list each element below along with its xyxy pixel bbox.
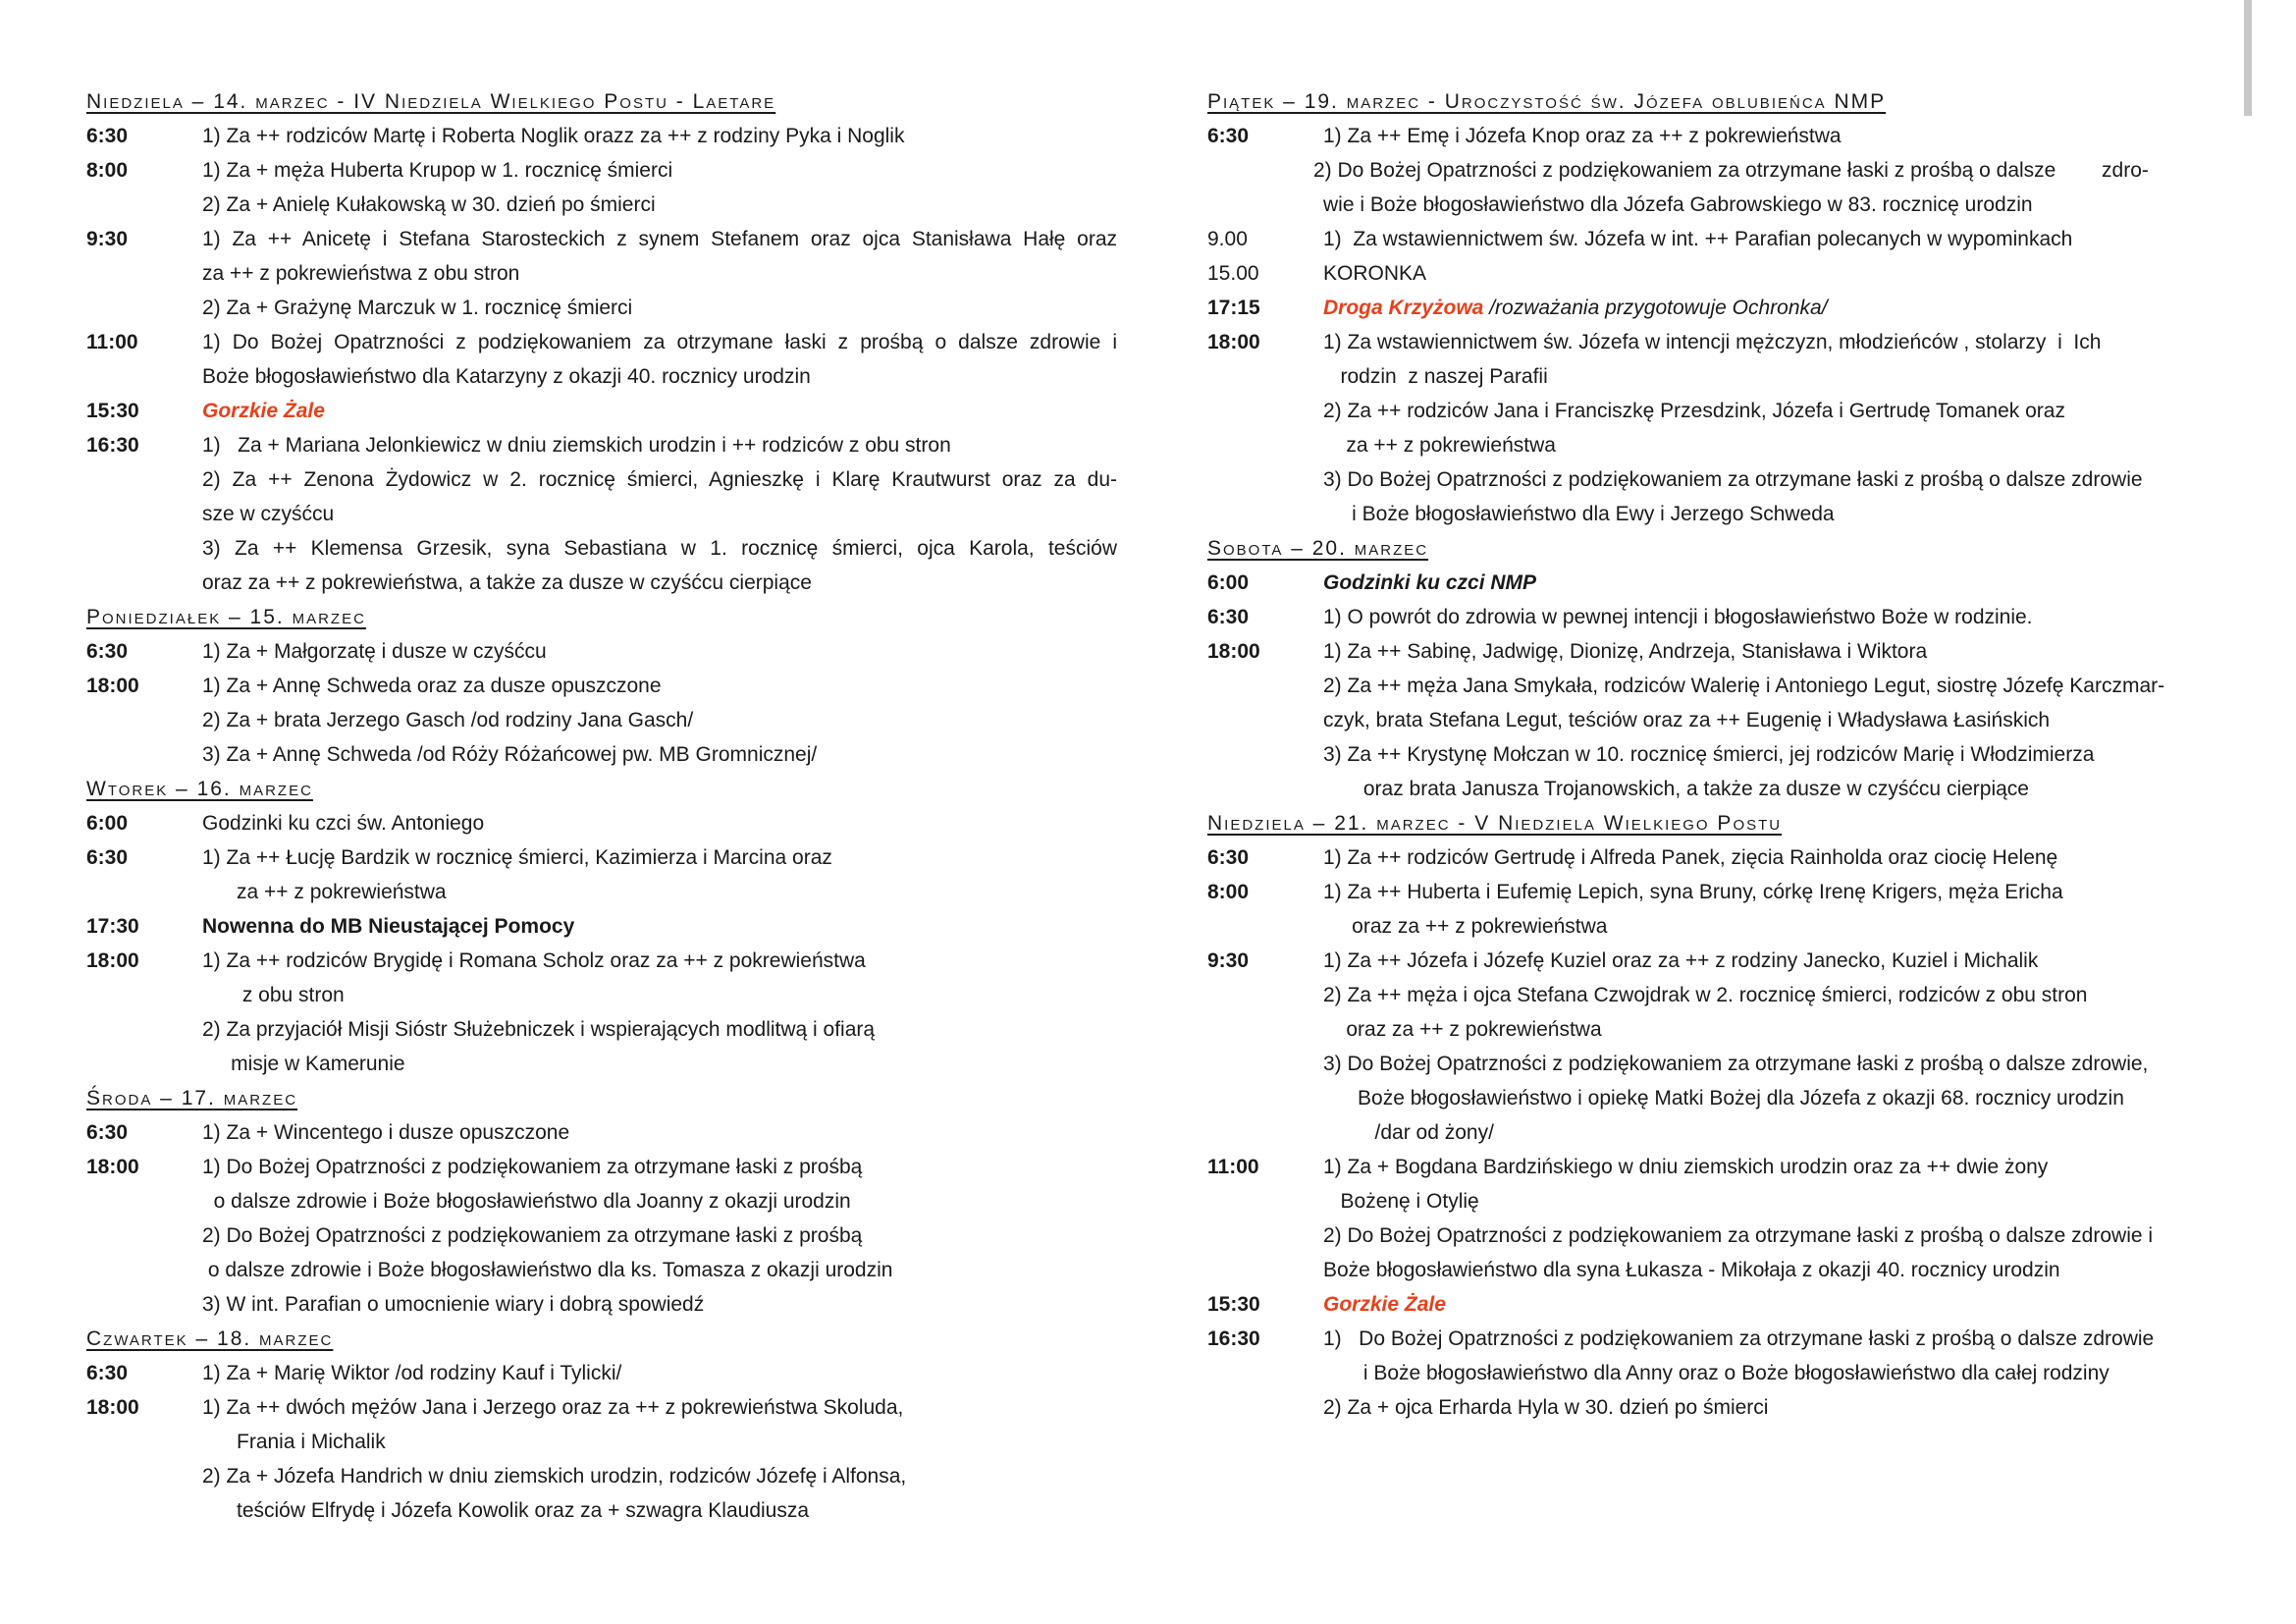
mass-time: 8:00 — [86, 159, 129, 182]
intention-text: 3) Za ++ Klemensa Grzesik, syna Sebastiana w 1. rocznicę śmierci, ojca Karola, teściów — [202, 537, 1117, 560]
intention-text: oraz za ++ z pokrewieństwa — [1323, 1018, 1602, 1041]
mass-time: 17:30 — [86, 915, 139, 938]
mass-entry — [86, 222, 1117, 325]
intention-list — [1313, 119, 2228, 222]
intention-text: 1) Za + męża Huberta Krupop w 1. rocznicę śmierci — [202, 159, 673, 182]
mass-entry — [1207, 222, 2228, 256]
intention-line — [202, 428, 1117, 462]
day-header: Wtorek – 16. marzec — [86, 778, 313, 800]
intention-text: oraz za ++ z pokrewieństwa, a także za dusze w czyśćcu cierpiące — [202, 571, 812, 594]
intention-text: Bożenę i Otylię — [1323, 1190, 1479, 1213]
intention-text: 3) Do Bożej Opatrzności z podziękowaniem za otrzymane łaski z prośbą o dalsze zdrowie, — [1323, 1053, 2149, 1075]
intention-line — [202, 634, 1117, 669]
intention-line — [202, 325, 1117, 359]
intention-line — [1323, 909, 2228, 944]
intention-line — [1323, 119, 2228, 153]
intention-line — [202, 909, 1117, 944]
intention-text: 3) Za ++ Krystynę Mołczan w 10. rocznicę śmierci, jej rodziców Marię i Włodzimierza — [1323, 743, 2095, 766]
intention-text: za ++ z pokrewieństwa — [202, 881, 447, 903]
intention-text: z obu stron — [202, 984, 345, 1006]
intention-list — [202, 909, 1117, 944]
intention-line — [202, 291, 1117, 325]
intention-text: 1) Za ++ rodziców Brygidę i Romana Scholz oraz za ++ z pokrewieństwa — [202, 949, 866, 972]
mass-time: 6:00 — [1207, 571, 1250, 594]
intention-line — [1323, 703, 2228, 737]
day-header: Sobota – 20. marzec — [1207, 537, 1429, 560]
intention-list — [1323, 840, 2228, 875]
mass-entry — [86, 325, 1117, 394]
intention-list — [202, 806, 1117, 840]
intention-text: KORONKA — [1323, 262, 1427, 285]
mass-time: 18:00 — [1207, 640, 1260, 663]
intention-list — [202, 669, 1117, 772]
intention-text: czyk, brata Stefana Legut, teściów oraz za ++ Eugenię i Władysława Łasińskich — [1323, 709, 2051, 731]
mass-time: 11:00 — [1207, 1156, 1259, 1178]
intention-list — [202, 428, 1117, 600]
intention-line — [1323, 1081, 2228, 1115]
mass-entry — [86, 806, 1117, 840]
intention-text: 3) Do Bożej Opatrzności z podziękowaniem za otrzymane łaski z prośbą o dalsze zdrowie — [1323, 468, 2143, 491]
mass-entry — [1207, 325, 2228, 531]
service-name: Gorzkie Żale — [202, 400, 325, 422]
intention-line — [202, 1356, 1117, 1390]
mass-entry — [1207, 944, 2228, 1150]
mass-time: 9:30 — [86, 228, 129, 250]
service-name: Droga Krzyżowa — [1323, 297, 1484, 319]
mass-entry — [1207, 1287, 2228, 1322]
mass-entry — [1207, 256, 2228, 291]
mass-time: 6:30 — [86, 846, 129, 869]
intention-text: 2) Za ++ Zenona Żydowicz w 2. rocznicę śmierci, Agnieszkę i Klarę Krautwurst oraz za du- — [202, 468, 1117, 491]
intention-text: 1) Za + Marię Wiktor /od rodziny Kauf i Tylicki/ — [202, 1362, 622, 1384]
mass-entry — [1207, 1150, 2228, 1287]
intention-line — [202, 462, 1117, 497]
mass-time: 18:00 — [86, 1156, 139, 1178]
intention-text: 2) Za przyjaciół Misji Sióstr Służebniczek i wspierających modlitwą i ofiarą — [202, 1018, 876, 1041]
day-header: Poniedziałek – 15. marzec — [86, 606, 366, 628]
intention-text: 1) Za + Bogdana Bardzińskiego w dniu ziemskich urodzin oraz za ++ dwie żony — [1323, 1156, 2049, 1178]
intention-list — [202, 1150, 1117, 1322]
intention-text: 2) Do Bożej Opatrzności z podziękowaniem za otrzymane łaski z prośbą o dalsze zdrowie i — [1323, 1224, 2154, 1247]
intention-text: 1) Za ++ Sabinę, Jadwigę, Dionizę, Andrzeja, Stanisława i Wiktora — [1323, 640, 1928, 663]
intention-line — [1323, 737, 2228, 772]
intention-text: i Boże błogosławieństwo dla Anny oraz o Boże błogosławieństwo dla całej rodziny — [1323, 1362, 2109, 1384]
intention-text: 1) Za wstawiennictwem św. Józefa w intencji mężczyzn, młodzieńców , stolarzy i Ich — [1323, 331, 2102, 353]
mass-entry — [86, 153, 1117, 222]
intention-line — [1323, 1356, 2228, 1390]
mass-time: 6:30 — [1207, 606, 1250, 628]
intention-line — [202, 1047, 1117, 1081]
mass-entry — [1207, 634, 2228, 806]
intention-line — [1323, 291, 2228, 325]
intention-line — [1323, 1012, 2228, 1047]
intention-text: 1) Za ++ Anicetę i Stefana Starosteckich z synem Stefanem oraz ojca Stanisława Hałę oraz — [202, 228, 1117, 250]
intention-text: 1) Za + Małgorzatę i dusze w czyśćcu — [202, 640, 547, 663]
mass-entry — [1207, 1322, 2228, 1425]
intention-text: Boże błogosławieństwo dla Katarzyny z okazji 40. rocznicy urodzin — [202, 365, 811, 388]
mass-time: 6:30 — [86, 125, 129, 147]
intention-line — [202, 1425, 1117, 1459]
mass-time: 15:30 — [1207, 1293, 1260, 1316]
intention-line — [202, 669, 1117, 703]
intention-line — [1323, 566, 2228, 600]
intention-text: 1) Do Bożej Opatrzności z podziękowaniem za otrzymane łaski z prośbą o dalsze zdrowie i — [202, 331, 1117, 353]
intention-line — [202, 256, 1117, 291]
intention-text: 1) Do Bożej Opatrzności z podziękowaniem za otrzymane łaski z prośbą o dalsze zdrowie — [1323, 1327, 2155, 1350]
intention-line — [202, 1390, 1117, 1425]
mass-time: 18:00 — [86, 949, 139, 972]
intention-line — [1323, 256, 2228, 291]
intention-text: Boże błogosławieństwo i opiekę Matki Bożej dla Józefa z okazji 68. rocznicy urodzin — [1323, 1087, 2124, 1110]
intention-text: 1) Za ++ rodziców Martę i Roberta Noglik orazz za ++ z rodziny Pyka i Noglik — [202, 125, 905, 147]
intention-line — [1323, 428, 2228, 462]
intention-line — [1323, 1184, 2228, 1218]
mass-entry — [86, 1115, 1117, 1150]
intention-line — [1323, 1390, 2228, 1425]
intention-text: 1) Za ++ Emę i Józefa Knop oraz za ++ z pokrewieństwa — [1323, 125, 1842, 147]
intention-text: 1) Do Bożej Opatrzności z podziękowaniem za otrzymane łaski z prośbą — [202, 1156, 863, 1178]
intention-text: 2) Za + Grażynę Marczuk w 1. rocznicę śmierci — [202, 297, 633, 319]
intention-line — [202, 188, 1117, 222]
intention-line — [202, 531, 1117, 566]
day-header: Niedziela – 14. marzec - IV Niedziela Wielkiego Postu - Laetare — [86, 90, 776, 113]
intention-line — [1323, 394, 2228, 428]
intention-list — [1323, 566, 2228, 600]
intention-list — [202, 119, 1117, 153]
intention-line — [1323, 1150, 2228, 1184]
intention-text: 3) Za + Annę Schweda /od Róży Różańcowej pw. MB Gromnicznej/ — [202, 743, 818, 766]
mass-entry — [86, 909, 1117, 944]
day-header: Niedziela – 21. marzec - V Niedziela Wielkiego Postu — [1207, 812, 1783, 835]
mass-entry — [86, 1356, 1117, 1390]
mass-time: 17:15 — [1207, 297, 1260, 319]
intention-text: /dar od żony/ — [1323, 1121, 1494, 1144]
mass-entry — [1207, 875, 2228, 944]
intention-line — [1323, 600, 2228, 634]
intention-list — [1323, 291, 2228, 325]
intention-text: 1) Za ++ Józefa i Józefę Kuziel oraz za ++ z rodziny Janecko, Kuziel i Michalik — [1323, 949, 2039, 972]
mass-time: 6:30 — [86, 1362, 129, 1384]
mass-time: 6:30 — [1207, 125, 1250, 147]
mass-time: 16:30 — [1207, 1327, 1260, 1350]
intention-text: 1) Za ++ dwóch mężów Jana i Jerzego oraz za ++ z pokrewieństwa Skoluda, — [202, 1396, 904, 1419]
intention-line — [1323, 1253, 2228, 1287]
intention-list — [1323, 1287, 2228, 1322]
intention-text: Nowenna do MB Nieustającej Pomocy — [202, 915, 575, 938]
intention-list — [1323, 1150, 2228, 1287]
mass-entry — [86, 394, 1117, 428]
intention-line — [202, 806, 1117, 840]
intention-list — [202, 634, 1117, 669]
intention-text: rodzin z naszej Parafii — [1323, 365, 1548, 388]
intention-text: 2) Za ++ rodziców Jana i Franciszkę Przesdzink, Józefa i Gertrudę Tomanek oraz — [1323, 400, 2065, 422]
intention-text: 3) W int. Parafian o umocnienie wiary i dobrą spowiedź — [202, 1293, 705, 1316]
scrollbar[interactable] — [2244, 0, 2252, 116]
intention-line — [202, 153, 1117, 188]
intention-text: 2) Za + Anielę Kułakowską w 30. dzień po śmierci — [202, 193, 656, 216]
intention-text: 2) Za + Józefa Handrich w dniu ziemskich urodzin, rodziców Józefę i Alfonsa, — [202, 1465, 907, 1488]
intention-text: 1) O powrót do zdrowia w pewnej intencji i błogosławieństwo Boże w rodzinie. — [1323, 606, 2033, 628]
intention-list — [202, 394, 1117, 428]
mass-time: 6:00 — [86, 812, 129, 835]
intention-text: Frania i Michalik — [202, 1431, 386, 1453]
intention-line — [1323, 772, 2228, 806]
intention-line — [202, 1287, 1117, 1322]
intention-text: 2) Za ++ męża i ojca Stefana Czwojdrak w 2. rocznicę śmierci, rodziców z obu stron — [1323, 984, 2088, 1006]
intention-line — [1323, 669, 2228, 703]
intention-line — [202, 359, 1117, 394]
intention-line — [202, 1493, 1117, 1528]
mass-time: 6:30 — [86, 640, 129, 663]
intention-list — [1323, 222, 2228, 256]
intention-line — [1323, 325, 2228, 359]
intention-list — [202, 1390, 1117, 1528]
mass-time: 16:30 — [86, 434, 139, 457]
mass-entry — [1207, 566, 2228, 600]
intention-line — [1323, 1287, 2228, 1322]
mass-entry — [86, 669, 1117, 772]
intention-text: 2) Za ++ męża Jana Smykała, rodziców Walerię i Antoniego Legut, siostrę Józefę Karczmar- — [1323, 675, 2165, 697]
mass-entry — [86, 119, 1117, 153]
mass-time: 18:00 — [86, 1396, 139, 1419]
intention-line — [202, 978, 1117, 1012]
intention-line — [1323, 188, 2228, 222]
intention-line — [1323, 978, 2228, 1012]
intention-text: oraz brata Janusza Trojanowskich, a także za dusze w czyśćcu cierpiące — [1323, 778, 2029, 800]
intention-text: Godzinki ku czci NMP — [1323, 571, 1537, 594]
intention-line — [1323, 359, 2228, 394]
mass-entry — [86, 1390, 1117, 1528]
mass-entry — [1207, 291, 2228, 325]
intention-text: za ++ z pokrewieństwa z obu stron — [202, 262, 520, 285]
intention-line — [202, 1253, 1117, 1287]
intention-line — [202, 566, 1117, 600]
mass-time: 9:30 — [1207, 949, 1250, 972]
intention-list — [1323, 944, 2228, 1150]
service-name: Gorzkie Żale — [1323, 1293, 1446, 1316]
mass-entry — [86, 634, 1117, 669]
mass-entry — [86, 1150, 1117, 1322]
mass-time: 9.00 — [1207, 228, 1248, 250]
intention-text: 1) Za + Annę Schweda oraz za dusze opuszczone — [202, 675, 662, 697]
day-header: Środa – 17. marzec — [86, 1087, 298, 1110]
intention-text: 1) Za + Wincentego i dusze opuszczone — [202, 1121, 570, 1144]
day-header: Czwartek – 18. marzec — [86, 1327, 334, 1350]
intention-text: za ++ z pokrewieństwa — [1323, 434, 1556, 457]
intention-text: misje w Kamerunie — [202, 1053, 405, 1075]
intention-list — [202, 222, 1117, 325]
intention-list — [1323, 634, 2228, 806]
intention-line — [202, 1150, 1117, 1184]
intention-text: o dalsze zdrowie i Boże błogosławieństwo dla ks. Tomasza z okazji urodzin — [202, 1259, 893, 1281]
service-note: /rozważania przygotowuje Ochronka/ — [1483, 297, 1828, 319]
mass-time: 6:30 — [86, 1121, 129, 1144]
mass-time: 6:30 — [1207, 846, 1250, 869]
intention-text: wie i Boże błogosławieństwo dla Józefa Gabrowskiego w 83. rocznicę urodzin — [1323, 193, 2033, 216]
intention-line — [1323, 1322, 2228, 1356]
intention-line — [202, 1184, 1117, 1218]
intention-list — [202, 840, 1117, 909]
left-column — [86, 84, 1117, 1528]
intention-list — [1323, 875, 2228, 944]
intention-text: 2) Do Bożej Opatrzności z podziękowaniem za otrzymane łaski z prośbą — [202, 1224, 863, 1247]
mass-entry — [86, 944, 1117, 1081]
intention-text: 1) Za + Mariana Jelonkiewicz w dniu ziemskich urodzin i ++ rodziców z obu stron — [202, 434, 951, 457]
intention-line — [202, 1218, 1117, 1253]
intention-text: Boże błogosławieństwo dla syna Łukasza - Mikołaja z okazji 40. rocznicy urodzin — [1323, 1259, 2060, 1281]
intention-text: 1) Za wstawiennictwem św. Józefa w int. ++ Parafian polecanych w wypominkach — [1323, 228, 2073, 250]
intention-text: sze w czyśćcu — [202, 503, 335, 525]
intention-text: 1) Za ++ Huberta i Eufemię Lepich, syna Bruny, córkę Irenę Krigers, męża Ericha — [1323, 881, 2063, 903]
intention-line — [1323, 497, 2228, 531]
intention-line — [202, 497, 1117, 531]
intention-list — [202, 944, 1117, 1081]
intention-list — [1323, 600, 2228, 634]
intention-line — [202, 703, 1117, 737]
intention-line — [202, 944, 1117, 978]
intention-line — [1323, 634, 2228, 669]
intention-text: 1) Za ++ Łucję Bardzik w rocznicę śmierci, Kazimierza i Marcina oraz — [202, 846, 832, 869]
intention-line — [1323, 875, 2228, 909]
intention-text: teściów Elfrydę i Józefa Kowolik oraz za + szwagra Klaudiusza — [202, 1499, 810, 1522]
intention-list — [1323, 325, 2228, 531]
mass-time: 8:00 — [1207, 881, 1250, 903]
intention-text: i Boże błogosławieństwo dla Ewy i Jerzego Schweda — [1323, 503, 1835, 525]
intention-list — [202, 1356, 1117, 1390]
intention-line — [202, 394, 1117, 428]
intention-list — [1323, 256, 2228, 291]
mass-entry — [1207, 840, 2228, 875]
intention-list — [202, 153, 1117, 222]
intention-text: 1) Za ++ rodziców Gertrudę i Alfreda Panek, zięcia Rainholda oraz ciocię Helenę — [1323, 846, 2058, 869]
intention-line — [1323, 1218, 2228, 1253]
mass-time: 11:00 — [86, 331, 138, 353]
mass-entry — [86, 428, 1117, 600]
right-column — [1207, 84, 2228, 1425]
intention-text: 2) Za + ojca Erharda Hyla w 30. dzień po śmierci — [1323, 1396, 1769, 1419]
intention-line — [202, 875, 1117, 909]
intention-line — [202, 1459, 1117, 1493]
mass-time: 15:30 — [86, 400, 139, 422]
mass-entry — [1207, 600, 2228, 634]
mass-time: 18:00 — [1207, 331, 1260, 353]
intention-text: 2) Do Bożej Opatrzności z podziękowaniem za otrzymane łaski z prośbą o dalsze zdro- — [1313, 159, 2149, 182]
intention-line — [202, 119, 1117, 153]
intention-text: oraz za ++ z pokrewieństwa — [1323, 915, 1608, 938]
intention-line — [1323, 222, 2228, 256]
intention-text: 2) Za + brata Jerzego Gasch /od rodziny Jana Gasch/ — [202, 709, 694, 731]
intention-line — [202, 1012, 1117, 1047]
intention-line — [202, 737, 1117, 772]
intention-line — [202, 1115, 1117, 1150]
intention-line — [1323, 840, 2228, 875]
intention-line — [1323, 462, 2228, 497]
intention-line — [1323, 944, 2228, 978]
intention-line — [1323, 1047, 2228, 1081]
intention-list — [202, 325, 1117, 394]
intention-text: Godzinki ku czci św. Antoniego — [202, 812, 485, 835]
intention-line — [202, 840, 1117, 875]
intention-line — [1313, 153, 2228, 188]
mass-entry — [86, 840, 1117, 909]
intention-list — [202, 1115, 1117, 1150]
intention-line — [202, 222, 1117, 256]
mass-entry — [1207, 119, 2228, 222]
intention-text: o dalsze zdrowie i Boże błogosławieństwo dla Joanny z okazji urodzin — [202, 1190, 851, 1213]
mass-time: 18:00 — [86, 675, 139, 697]
intention-line — [1323, 1115, 2228, 1150]
intention-list — [1323, 1322, 2228, 1425]
day-header: Piątek – 19. marzec - Uroczystość św. Józefa oblubieńca NMP — [1207, 90, 1887, 113]
mass-time: 15.00 — [1207, 262, 1259, 285]
